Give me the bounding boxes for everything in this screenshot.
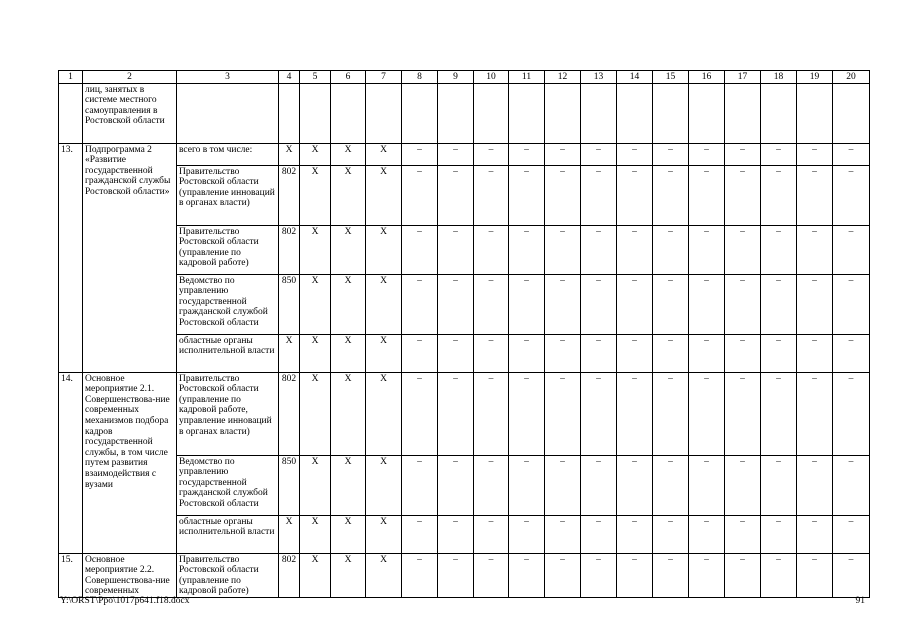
header-cell: 11	[509, 71, 545, 84]
dash-cell: –	[438, 165, 474, 225]
dash-cell: –	[581, 455, 617, 515]
empty-cell	[366, 83, 402, 143]
x-cell: Х	[366, 455, 402, 515]
empty-cell	[725, 83, 761, 143]
x-cell: Х	[300, 515, 331, 553]
x-cell: Х	[366, 274, 402, 334]
dash-cell: –	[725, 515, 761, 553]
executor-cell: областные органы исполнительной власти	[177, 334, 279, 372]
dash-cell: –	[474, 515, 509, 553]
dash-cell: –	[761, 334, 797, 372]
table-row	[59, 515, 870, 553]
dash-cell: –	[689, 515, 725, 553]
header-cell: 7	[366, 71, 402, 84]
empty-cell	[833, 83, 870, 143]
dash-cell: –	[833, 165, 870, 225]
program-name-cell: лиц, занятых в системе местного самоуправления в Ростовской области	[83, 83, 177, 143]
x-cell: Х	[331, 455, 366, 515]
header-cell: 1	[59, 71, 83, 84]
dash-cell: –	[653, 515, 689, 553]
x-cell: Х	[300, 225, 331, 274]
dash-cell: –	[617, 165, 653, 225]
dash-cell: –	[581, 143, 617, 165]
code-cell: Х	[279, 515, 300, 553]
dash-cell: –	[509, 143, 545, 165]
dash-cell: –	[653, 372, 689, 455]
dash-cell: –	[474, 334, 509, 372]
code-cell: Х	[279, 143, 300, 165]
dash-cell: –	[833, 334, 870, 372]
executor-cell: всего в том числе:	[177, 143, 279, 165]
dash-cell: –	[761, 372, 797, 455]
x-cell: Х	[331, 274, 366, 334]
dash-cell: –	[402, 455, 438, 515]
dash-cell: –	[438, 515, 474, 553]
header-cell: 14	[617, 71, 653, 84]
dash-cell: –	[761, 143, 797, 165]
dash-cell: –	[689, 334, 725, 372]
code-cell: 850	[279, 274, 300, 334]
dash-cell: –	[617, 225, 653, 274]
empty-cell	[279, 83, 300, 143]
dash-cell: –	[689, 165, 725, 225]
dash-cell: –	[509, 274, 545, 334]
dash-cell: –	[509, 225, 545, 274]
dash-cell: –	[438, 274, 474, 334]
dash-cell: –	[509, 334, 545, 372]
dash-cell: –	[474, 372, 509, 455]
dash-cell: –	[509, 165, 545, 225]
x-cell: Х	[331, 334, 366, 372]
dash-cell: –	[725, 274, 761, 334]
dash-cell: –	[761, 165, 797, 225]
dash-cell: –	[474, 455, 509, 515]
dash-cell: –	[545, 274, 581, 334]
executor-cell: Правительство Ростовской области (управление по кадровой работе)	[177, 225, 279, 274]
executor-cell: Правительство Ростовской области (управление инноваций в органах власти)	[177, 165, 279, 225]
dash-cell: –	[725, 553, 761, 597]
header-cell: 2	[83, 71, 177, 84]
executor-cell: Ведомство по управлению государственной гражданской службой Ростовской области	[177, 455, 279, 515]
dash-cell: –	[653, 274, 689, 334]
dash-cell: –	[725, 165, 761, 225]
header-cell: 15	[653, 71, 689, 84]
dash-cell: –	[545, 553, 581, 597]
empty-cell	[761, 83, 797, 143]
x-cell: Х	[331, 225, 366, 274]
dash-cell: –	[438, 143, 474, 165]
table-row	[59, 553, 870, 597]
header-cell: 5	[300, 71, 331, 84]
dash-cell: –	[725, 455, 761, 515]
dash-cell: –	[725, 334, 761, 372]
header-cell: 10	[474, 71, 509, 84]
dash-cell: –	[833, 274, 870, 334]
program-name-cell: Подпрограмма 2 «Развитие государственной гражданской службы Ростовской области»	[83, 143, 177, 372]
empty-cell	[689, 83, 725, 143]
header-cell: 16	[689, 71, 725, 84]
dash-cell: –	[474, 553, 509, 597]
table-row	[59, 455, 870, 515]
dash-cell: –	[509, 553, 545, 597]
dash-cell: –	[725, 372, 761, 455]
empty-cell	[617, 83, 653, 143]
table-row	[59, 225, 870, 274]
dash-cell: –	[797, 455, 833, 515]
dash-cell: –	[797, 515, 833, 553]
empty-cell	[438, 83, 474, 143]
x-cell: Х	[300, 165, 331, 225]
empty-cell	[177, 83, 279, 143]
x-cell: Х	[300, 274, 331, 334]
x-cell: Х	[331, 165, 366, 225]
dash-cell: –	[581, 372, 617, 455]
empty-cell	[300, 83, 331, 143]
header-cell: 8	[402, 71, 438, 84]
x-cell: Х	[331, 143, 366, 165]
dash-cell: –	[797, 274, 833, 334]
dash-cell: –	[617, 274, 653, 334]
dash-cell: –	[833, 515, 870, 553]
header-cell: 13	[581, 71, 617, 84]
x-cell: Х	[300, 553, 331, 597]
dash-cell: –	[581, 165, 617, 225]
empty-cell	[545, 83, 581, 143]
dash-cell: –	[833, 553, 870, 597]
x-cell: Х	[300, 455, 331, 515]
dash-cell: –	[617, 334, 653, 372]
dash-cell: –	[833, 455, 870, 515]
code-cell: 802	[279, 372, 300, 455]
x-cell: Х	[331, 515, 366, 553]
dash-cell: –	[689, 274, 725, 334]
dash-cell: –	[833, 143, 870, 165]
executor-cell: Правительство Ростовской области (управление по кадровой работе, управление инноваций в органах власти)	[177, 372, 279, 455]
dash-cell: –	[761, 225, 797, 274]
empty-cell	[581, 83, 617, 143]
executor-cell: Правительство Ростовской области (управление по кадровой работе)	[177, 553, 279, 597]
executor-cell: областные органы исполнительной власти	[177, 515, 279, 553]
dash-cell: –	[797, 225, 833, 274]
dash-cell: –	[797, 143, 833, 165]
empty-cell	[653, 83, 689, 143]
dash-cell: –	[617, 455, 653, 515]
dash-cell: –	[438, 225, 474, 274]
dash-cell: –	[545, 143, 581, 165]
program-table	[58, 70, 870, 598]
table-row	[59, 372, 870, 455]
dash-cell: –	[545, 334, 581, 372]
x-cell: Х	[300, 372, 331, 455]
dash-cell: –	[474, 165, 509, 225]
dash-cell: –	[653, 553, 689, 597]
dash-cell: –	[438, 455, 474, 515]
header-cell: 20	[833, 71, 870, 84]
empty-cell	[331, 83, 366, 143]
dash-cell: –	[725, 225, 761, 274]
header-cell: 4	[279, 71, 300, 84]
dash-cell: –	[474, 143, 509, 165]
dash-cell: –	[689, 225, 725, 274]
dash-cell: –	[545, 455, 581, 515]
dash-cell: –	[509, 372, 545, 455]
file-path: Y:\ORST\Ppo\1017p641.f18.docx	[60, 596, 190, 606]
executor-cell: Ведомство по управлению государственной гражданской службой Ростовской области	[177, 274, 279, 334]
dash-cell: –	[581, 274, 617, 334]
x-cell: Х	[331, 372, 366, 455]
dash-cell: –	[402, 143, 438, 165]
dash-cell: –	[402, 225, 438, 274]
header-cell: 12	[545, 71, 581, 84]
dash-cell: –	[509, 455, 545, 515]
dash-cell: –	[725, 143, 761, 165]
empty-cell	[474, 83, 509, 143]
row-number-cell: 13.	[59, 143, 83, 372]
dash-cell: –	[653, 165, 689, 225]
dash-cell: –	[402, 372, 438, 455]
dash-cell: –	[581, 334, 617, 372]
dash-cell: –	[617, 372, 653, 455]
x-cell: Х	[331, 553, 366, 597]
dash-cell: –	[581, 515, 617, 553]
header-cell: 3	[177, 71, 279, 84]
x-cell: Х	[366, 143, 402, 165]
header-row	[59, 71, 870, 84]
x-cell: Х	[300, 334, 331, 372]
dash-cell: –	[581, 225, 617, 274]
dash-cell: –	[761, 553, 797, 597]
dash-cell: –	[438, 553, 474, 597]
dash-cell: –	[617, 515, 653, 553]
x-cell: Х	[366, 334, 402, 372]
dash-cell: –	[833, 225, 870, 274]
dash-cell: –	[402, 274, 438, 334]
dash-cell: –	[617, 553, 653, 597]
dash-cell: –	[689, 372, 725, 455]
code-cell: 802	[279, 165, 300, 225]
table-row	[59, 274, 870, 334]
row-number-cell	[59, 83, 83, 143]
table-row	[59, 83, 870, 143]
dash-cell: –	[545, 515, 581, 553]
dash-cell: –	[402, 334, 438, 372]
header-cell: 17	[725, 71, 761, 84]
dash-cell: –	[761, 274, 797, 334]
code-cell: 802	[279, 553, 300, 597]
header-cell: 9	[438, 71, 474, 84]
dash-cell: –	[438, 334, 474, 372]
dash-cell: –	[653, 143, 689, 165]
program-name-cell: Основное мероприятие 2.2. Совершенствова-ние современных	[83, 553, 177, 597]
dash-cell: –	[653, 455, 689, 515]
dash-cell: –	[653, 225, 689, 274]
dash-cell: –	[545, 225, 581, 274]
row-number-cell: 14.	[59, 372, 83, 553]
header-cell: 19	[797, 71, 833, 84]
x-cell: Х	[366, 372, 402, 455]
x-cell: Х	[300, 143, 331, 165]
dash-cell: –	[402, 515, 438, 553]
dash-cell: –	[761, 455, 797, 515]
dash-cell: –	[833, 372, 870, 455]
header-cell: 6	[331, 71, 366, 84]
dash-cell: –	[617, 143, 653, 165]
empty-cell	[797, 83, 833, 143]
dash-cell: –	[402, 165, 438, 225]
empty-cell	[509, 83, 545, 143]
dash-cell: –	[509, 515, 545, 553]
dash-cell: –	[545, 372, 581, 455]
code-cell: 802	[279, 225, 300, 274]
header-cell: 18	[761, 71, 797, 84]
table-row	[59, 165, 870, 225]
x-cell: Х	[366, 225, 402, 274]
table-row	[59, 143, 870, 165]
dash-cell: –	[402, 553, 438, 597]
dash-cell: –	[474, 274, 509, 334]
empty-cell	[402, 83, 438, 143]
dash-cell: –	[797, 372, 833, 455]
dash-cell: –	[689, 553, 725, 597]
dash-cell: –	[689, 143, 725, 165]
dash-cell: –	[797, 165, 833, 225]
x-cell: Х	[366, 165, 402, 225]
dash-cell: –	[474, 225, 509, 274]
dash-cell: –	[581, 553, 617, 597]
dash-cell: –	[761, 515, 797, 553]
code-cell: Х	[279, 334, 300, 372]
x-cell: Х	[366, 515, 402, 553]
dash-cell: –	[797, 334, 833, 372]
dash-cell: –	[689, 455, 725, 515]
dash-cell: –	[797, 553, 833, 597]
dash-cell: –	[653, 334, 689, 372]
x-cell: Х	[366, 553, 402, 597]
row-number-cell: 15.	[59, 553, 83, 597]
program-name-cell: Основное мероприятие 2.1. Совершенствова-ние современных механизмов подбора кадров государственной службы, в том числе путем развития взаимодействия с вузами	[83, 372, 177, 553]
code-cell: 850	[279, 455, 300, 515]
page-number: 91	[855, 596, 865, 606]
dash-cell: –	[545, 165, 581, 225]
dash-cell: –	[438, 372, 474, 455]
table-row	[59, 334, 870, 372]
